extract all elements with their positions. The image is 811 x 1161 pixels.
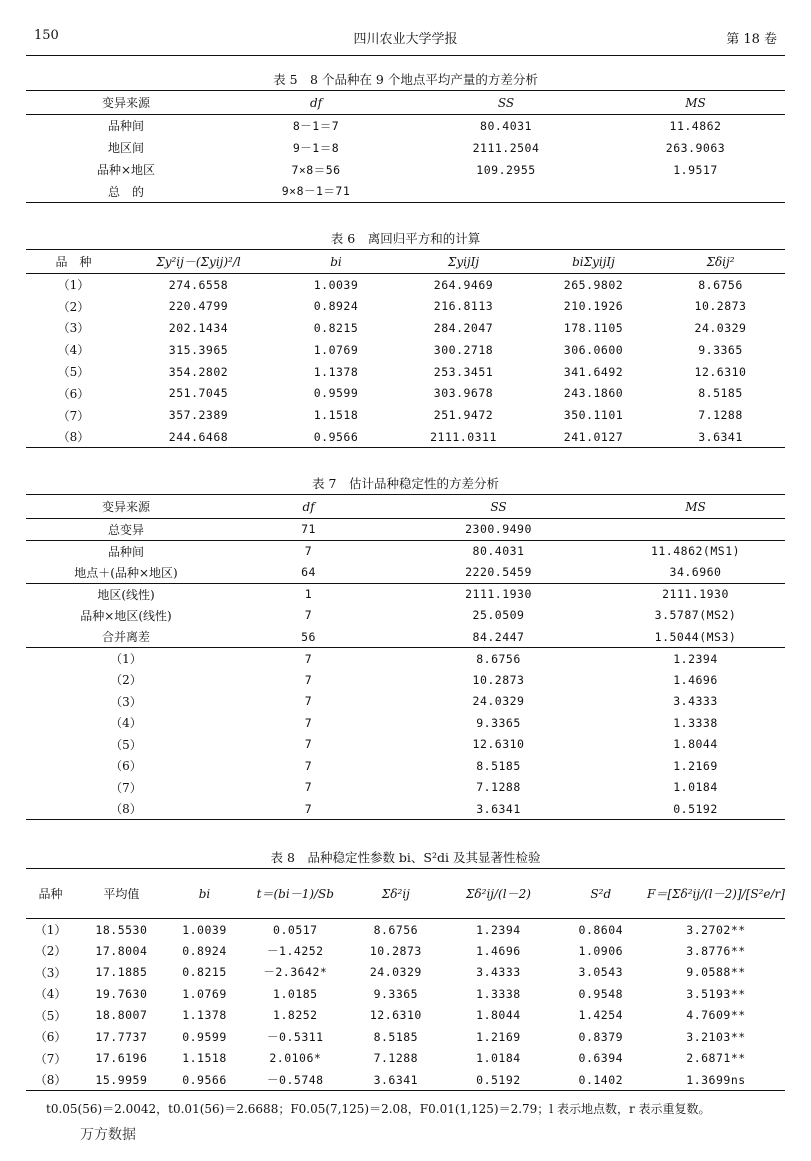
table-cell: 1.0039 [182,922,227,937]
table-5 [26,70,785,203]
table-cell: 2111.0311 [430,429,497,444]
table-cell: 7 [304,694,313,709]
table-row [26,519,785,541]
table-cell: 1.0185 [273,986,318,1001]
table-row [26,648,785,670]
col-mean: 平均值 [103,887,140,901]
table-cell: 1.3338 [673,715,718,730]
table-row [26,626,785,648]
table-cell: 品种×地区 [96,163,156,177]
table-cell: 220.4799 [168,299,229,314]
table-cell: 3.6341 [476,801,521,816]
table-cell: 263.9063 [665,140,726,155]
table-cell: 241.0127 [563,429,624,444]
table-cell: 216.8113 [433,299,494,314]
table-cell: 11.4862 [669,118,722,133]
table-cell: 178.1105 [563,320,624,335]
table-cell: 71 [301,522,316,537]
table-row [26,295,785,317]
table-cell: 12.6310 [472,737,525,752]
table-cell: 9.3365 [373,986,419,1001]
table-cell: 0.0517 [273,922,318,937]
table-5-caption: 表 5 8 个品种在 9 个地点平均产量的方差分析 [273,72,538,87]
table-cell: （8） [57,430,90,445]
table-cell: 8－1＝7 [292,118,340,133]
col-variety: 品 种 [55,255,92,269]
table-cell: 2111.2504 [472,140,540,155]
table-cell: 2111.1930 [662,587,729,601]
table-cell: －0.5748 [267,1072,324,1087]
table-cell: 25.0509 [472,608,525,623]
table-row [26,669,785,691]
table-row [26,1005,785,1027]
table-cell: 地区间 [107,141,144,155]
table-cell: 品种×地区(线性) [80,608,172,623]
table-cell: 总变异 [107,522,144,537]
table-cell: 15.9959 [95,1072,148,1087]
table-cell: 300.2718 [433,342,494,357]
table-row [26,755,785,777]
table-cell: 1.4254 [578,1008,624,1023]
table-row [26,1069,785,1091]
table-cell: 2111.1930 [465,587,532,601]
table-cell: －0.5311 [267,1029,324,1044]
table-cell: 1.0184 [476,1051,521,1066]
table-row [26,712,785,734]
table-5-header [26,91,785,115]
table-cell: （2） [110,673,142,688]
table-cell: 1.2169 [476,1029,521,1044]
table-cell: 3.8776** [686,943,746,958]
table-cell: 1.1518 [313,408,359,423]
table-cell: 24.0329 [472,694,525,709]
table-cell: 0.5192 [673,801,718,816]
table-cell: 3.5787(MS2) [654,608,737,623]
table-cell: 0.8924 [313,299,359,314]
table-row [26,734,785,756]
table-cell: 264.9469 [433,277,494,292]
table-cell: （3） [34,965,67,980]
table-cell: 109.2955 [476,162,536,177]
table-cell: 274.6558 [168,277,229,292]
table-row [26,317,785,339]
table-cell: 10.2873 [369,943,422,958]
table-cell [606,519,785,541]
table-cell: 3.2103** [686,1029,746,1044]
table-cell: 17.1885 [95,965,148,980]
col-bi-sum-yi: biΣyijIj [572,254,615,269]
table-cell: 265.9802 [563,277,624,292]
table-footnote: t0.05(56)＝2.0042，t0.01(56)＝2.6688；F0.05(7,125)＝2.08，F0.01(1,125)＝2.79；l 表示地点数，r 表示重复数。 [46,1102,711,1116]
table-row [26,940,785,962]
table-cell: 1.9517 [673,162,718,177]
volume-label: 第 18 卷 [726,32,777,47]
table-cell: （6） [34,1030,67,1045]
table-cell: 1.1518 [182,1051,227,1066]
table-cell: 0.8924 [182,943,227,958]
table-cell: 84.2447 [472,629,525,644]
running-header [34,28,777,50]
table-cell: 总 的 [107,184,144,199]
col-s2d: S²d [590,886,612,901]
table-row [26,562,785,584]
table-row [26,605,785,627]
table-cell: （2） [34,944,67,959]
table-cell: （8） [34,1073,67,1087]
table-cell: 7 [304,544,313,558]
table-cell: 80.4031 [472,544,525,558]
table-cell: 10.2873 [472,672,525,687]
table-cell: （3） [57,321,90,336]
table-cell: 12.6310 [369,1008,422,1023]
table-cell: 1.4696 [673,672,718,687]
table-cell: 253.3451 [433,364,494,379]
col-df: df [309,95,323,110]
table-row [26,115,785,137]
table-cell: 34.6960 [669,565,722,579]
table-cell: 1 [304,587,313,601]
table-cell: 7×8＝56 [291,162,341,177]
col-ss: SS [490,499,507,514]
table-cell: 80.4031 [480,118,532,133]
table-cell: （4） [34,987,67,1002]
table-cell: 56 [301,629,316,644]
col-source: 变异来源 [101,96,150,110]
table-cell: 1.0769 [313,342,359,357]
table-cell: 210.1926 [563,299,624,314]
table-8 [26,848,785,1091]
table-row [26,777,785,799]
table-cell: 3.0543 [578,965,624,980]
table-cell: 1.2394 [673,651,718,666]
table-cell: 1.1378 [313,364,359,379]
table-row [26,983,785,1005]
table-cell: 0.9599 [313,386,359,401]
table-cell: 1.0906 [578,943,624,958]
table-cell: 18.5530 [95,922,148,937]
table-cell: （6） [110,759,142,774]
table-cell: （6） [57,386,90,401]
table-cell: 17.7737 [95,1029,148,1044]
table-cell: 1.1378 [182,1008,227,1023]
table-cell: （1） [110,652,142,666]
table-cell: 0.9548 [578,986,624,1001]
table-cell: 7.1288 [476,780,521,795]
table-cell: 3.5193** [686,986,746,1001]
table-cell: 1.4696 [476,943,521,958]
col-variety: 品种 [38,887,63,901]
table-row [26,361,785,383]
table-6 [26,229,785,448]
table-cell: （4） [110,716,142,731]
table-7-caption: 表 7 估计品种稳定性的方差分析 [312,476,499,491]
table-7 [26,474,785,820]
table-cell: （8） [110,802,142,816]
col-ms: MS [685,499,706,514]
table-row [26,382,785,404]
table-cell: 251.9472 [433,408,494,423]
table-cell: 3.2702** [686,922,746,937]
table-cell: 9×8－1＝71 [281,184,351,199]
page-number: 150 [34,28,59,43]
table-cell: 1.8044 [476,1008,521,1023]
table-row [26,691,785,713]
table-cell: 251.7045 [168,386,229,401]
table-row [26,274,785,296]
col-bi: bi [198,886,211,901]
table-cell: 303.9678 [433,386,494,401]
table-cell: 350.1101 [563,408,624,423]
table-cell: 0.9566 [182,1072,227,1087]
table-cell: 4.7609** [686,1008,746,1023]
table-cell: 9.3365 [698,342,743,357]
table-cell: 11.4862(MS1) [650,544,741,558]
table-cell: 品种间 [107,544,144,559]
table-cell: 7.1288 [373,1051,419,1066]
table-cell: 8.5185 [698,386,743,401]
table-cell: 1.0769 [182,986,227,1001]
col-delta-sq: Σδij² [706,254,735,269]
table-cell: 2.6871** [686,1051,746,1066]
table-cell: （1） [34,923,67,937]
table-cell: 24.0329 [694,320,747,335]
table-cell: 8.5185 [476,758,521,773]
table-cell: 3.6341 [373,1072,419,1087]
table-cell: 地区(线性) [97,587,155,602]
table-cell: 3.4333 [476,965,521,980]
table-cell: 3.6341 [698,429,743,444]
table-cell: 9－1＝8 [292,140,340,155]
col-sum-sq: Σy²ij－(Σyij)²/l [156,255,241,269]
table-cell: 18.8007 [95,1008,148,1023]
table-cell: （7） [110,780,142,795]
table-8-caption: 表 8 品种稳定性参数 bi、S²di 及其显著性检验 [270,850,541,865]
table-cell: 0.9566 [313,429,359,444]
table-7-header [26,495,785,519]
watermark-text: 万方数据 [80,1127,136,1143]
table-cell: 0.9599 [182,1029,227,1044]
table-cell: 2.0106* [269,1051,322,1066]
table-cell: 244.6468 [168,429,229,444]
table-cell: 0.1402 [578,1072,624,1087]
col-t: t＝(bi－1)/Sb [256,887,334,901]
table-cell: 17.8004 [95,943,148,958]
table-cell: 64 [301,565,316,579]
table-row [26,181,785,203]
table-cell: 357.2389 [168,408,229,423]
table-cell: 7 [304,780,313,795]
table-cell: 284.2047 [433,320,494,335]
table-cell: 306.0600 [563,342,624,357]
table-cell: 243.1860 [563,386,624,401]
table-cell: 8.5185 [373,1029,419,1044]
table-cell: －2.3642* [263,965,328,980]
table-6-header [26,250,785,274]
table-cell: 3.4333 [673,694,718,709]
table-cell: 7 [304,608,313,623]
table-cell: 8.6756 [698,277,743,292]
col-mean-delta: Σδ²ij/(l－2) [465,887,531,901]
col-ss: SS [497,95,515,110]
table-cell: 0.5192 [476,1072,521,1087]
table-cell: 1.0039 [313,277,359,292]
table-cell: 7 [304,672,313,687]
table-cell: 1.3699ns [686,1072,746,1087]
table-cell: 7 [304,737,313,752]
table-cell: （4） [57,343,90,358]
table-cell: 202.1434 [168,320,229,335]
table-cell: 0.8215 [182,965,227,980]
table-cell: 17.6196 [95,1051,148,1066]
table-cell: 0.8215 [313,320,359,335]
table-cell: 7 [304,651,313,666]
table-cell: 品种间 [107,119,144,134]
table-row [26,1026,785,1048]
table-cell: 8.6756 [373,922,419,937]
table-cell: 12.6310 [694,364,747,379]
table-cell: 2300.9490 [465,522,532,537]
table-row [26,159,785,181]
table-cell: 1.8044 [673,737,718,752]
table-cell: （7） [34,1051,67,1066]
table-row [26,583,785,605]
col-bi: bi [330,254,342,269]
table-row [26,798,785,820]
col-ms: MS [685,95,706,110]
table-cell: 8.6756 [476,651,521,666]
table-cell: 7 [304,801,313,816]
table-8-header [26,869,785,919]
table-cell: 0.8604 [578,922,624,937]
table-cell: 2220.5459 [465,565,532,579]
table-row [26,1048,785,1070]
table-cell: 7 [304,715,313,730]
col-source: 变异来源 [101,500,150,514]
table-cell: 1.8252 [273,1008,318,1023]
table-row [26,919,785,941]
table-cell: 354.2802 [168,364,229,379]
table-cell: 1.0184 [673,780,718,795]
table-cell: 341.6492 [563,364,624,379]
col-sum-yi: ΣyijIj [447,254,480,269]
table-row [26,426,785,448]
table-row [26,137,785,159]
table-cell: 10.2873 [694,299,747,314]
table-cell: （5） [57,365,90,380]
table-cell: 7 [304,758,313,773]
table-cell: （5） [110,737,142,752]
table-row [26,962,785,984]
table-cell: （7） [57,408,90,423]
table-cell: 地点＋(品种×地区) [74,565,178,580]
table-cell: （5） [34,1008,67,1023]
table-cell: 0.8379 [578,1029,624,1044]
table-cell: （1） [57,278,90,293]
col-f: F＝[Σδ²ij/(l－2)]/[S²e/r] [647,887,785,901]
header-rule [26,55,785,56]
table-cell: 合并离差 [101,630,150,644]
table-cell: （3） [110,694,142,709]
table-cell: 315.3965 [168,342,229,357]
table-cell: －1.4252 [267,943,324,958]
journal-title: 四川农业大学学报 [353,32,458,47]
table-row [26,339,785,361]
col-sum-delta: Σδ²ij [381,886,410,901]
table-row [26,404,785,426]
table-cell: 1.2394 [476,922,521,937]
table-cell: 7.1288 [698,408,743,423]
table-cell: 1.2169 [673,758,718,773]
table-cell: 24.0329 [369,965,422,980]
col-df: df [302,499,315,514]
table-cell: 0.6394 [578,1051,624,1066]
table-cell [606,181,785,203]
table-row [26,540,785,562]
table-cell: 9.3365 [476,715,521,730]
table-cell [406,181,606,203]
table-cell: 1.3338 [476,986,521,1001]
table-cell: 19.7630 [95,986,148,1001]
table-6-caption: 表 6 离回归平方和的计算 [330,231,481,246]
table-cell: 9.0588** [686,965,746,980]
table-cell: （2） [57,299,90,314]
table-cell: 1.5044(MS3) [654,629,737,644]
